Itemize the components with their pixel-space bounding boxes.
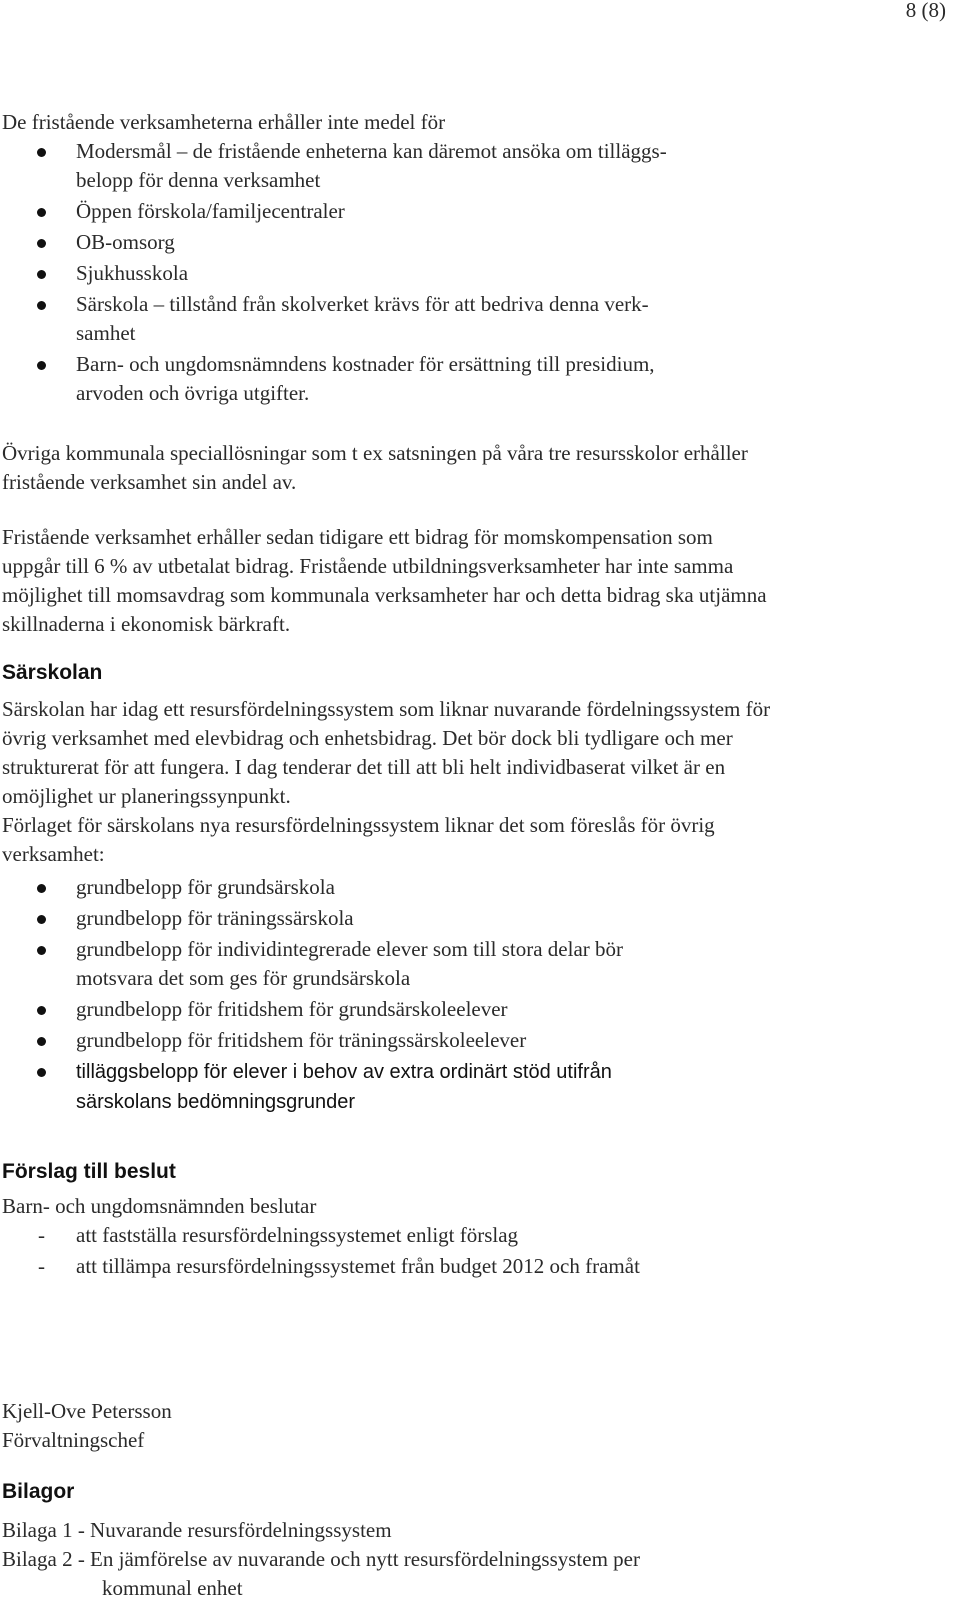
list-item [2,1057,702,1117]
forslag-lead: Barn- och ungdomsnämnden beslutar [2,1194,317,1218]
list-item [2,1026,702,1055]
list-item-text: OB-omsorg [76,230,175,254]
list-item [2,137,702,195]
dash-marker: - [38,1254,45,1278]
list-item [2,904,702,933]
bullet-icon [37,1037,46,1046]
list-item [2,935,702,993]
list-item-text: grundbelopp för grundsärskola [76,875,335,899]
sarskolan-section [2,695,772,1119]
bullet-icon [37,270,46,279]
heading-bilagor: Bilagor [2,1480,75,1503]
sarskolan-paragraph-2: Förlaget för särskolans nya resursfördelningssystem liknar det som föreslås för övrig verksamhet: [2,813,715,866]
list-item-text: att fastställa resursfördelningssystemet enligt förslag [76,1223,519,1247]
list-item-text: Öppen förskola/familjecentraler [76,199,345,223]
bullet-icon [37,946,46,955]
list-item-text: Barn- och ungdomsnämndens kostnader för ersättning till presidium, arvoden och övriga utgifter. [76,352,655,405]
dash-marker: - [38,1223,45,1247]
list-item-text: grundbelopp för träningssärskola [76,906,354,930]
list-item-text: Särskola – tillstånd från skolverket krävs för att bedriva denna verk-samhet [76,292,649,345]
list-item [2,228,702,257]
bullet-icon [37,1068,46,1077]
bullet-icon [37,884,46,893]
bullet-icon [37,1006,46,1015]
list-item-text: grundbelopp för individintegrerade elever som till stora delar bör motsvara det som ges för grundsärskola [76,937,623,990]
bullet-icon [37,208,46,217]
list-item [2,350,702,408]
sarskolan-list [2,873,702,1117]
list-item-text: Sjukhusskola [76,261,189,285]
forslag-list [2,1221,772,1281]
signature-block [2,1397,772,1455]
intro-section [2,108,772,410]
forslag-section [2,1192,772,1283]
bilagor-list [2,1516,642,1603]
intro-list [2,137,702,408]
intro-lead: De fristående verksamheterna erhåller inte medel för [2,110,446,134]
list-item [2,873,702,902]
list-item-text: Modersmål – de fristående enheterna kan däremot ansöka om tilläggs-belopp för denna verksamhet [76,139,667,192]
bilaga-item: Bilaga 1 - Nuvarande resursfördelningssystem [2,1518,392,1542]
signature-name: Kjell-Ove Petersson [2,1399,172,1423]
sarskolan-paragraph-1: Särskolan har idag ett resursfördelningssystem som liknar nuvarande fördelningssystem för övrig verksamhet med elevbidrag och enhetsbidrag. Det bör dock bli tydligare och mer strukturerat för att fungera. I dag tenderar det till att bli helt individbaserat vilket är en omöjlighet ur planeringssynpunkt. [2,697,771,808]
paragraph-momskompensation: Fristående verksamhet erhåller sedan tidigare ett bidrag för momskompensation som uppgår till 6 % av utbetalat bidrag. Fristående utbildningsverksamheter har inte samma möjlighet till momsavdrag som kommunala verksamheter har och detta bidrag ska utjämna skillnaderna i ekonomisk bärkraft. [2,525,767,636]
bullet-icon [37,361,46,370]
bilaga-item: Bilaga 2 - En jämförelse av nuvarande och nytt resursfördelningssystem per kommunal enhet [2,1547,640,1600]
list-item [2,1252,772,1281]
list-item-text: grundbelopp för fritidshem för träningssärskoleelever [76,1028,527,1052]
page-number: 8 (8) [905,0,946,22]
list-item [2,197,702,226]
list-item [2,290,702,348]
bullet-icon [37,915,46,924]
list-item [2,995,702,1024]
list-item [2,259,702,288]
list-item [2,1221,772,1250]
bullet-icon [37,148,46,157]
bullet-icon [37,239,46,248]
bullet-icon [37,301,46,310]
list-item-text: att tillämpa resursfördelningssystemet från budget 2012 och framåt [76,1254,640,1278]
signature-title: Förvaltningschef [2,1428,145,1452]
heading-sarskolan: Särskolan [2,661,103,684]
list-item-text: grundbelopp för fritidshem för grundsärskoleelever [76,997,508,1021]
list-item-text: tilläggsbelopp för elever i behov av extra ordinärt stöd utifrån särskolans bedömningsgrunder [76,1061,612,1113]
heading-forslag-till-beslut: Förslag till beslut [2,1160,176,1183]
paragraph-speciallosningar: Övriga kommunala speciallösningar som t ex satsningen på våra tre resursskolor erhåller fristående verksamhet sin andel av. [2,441,748,494]
